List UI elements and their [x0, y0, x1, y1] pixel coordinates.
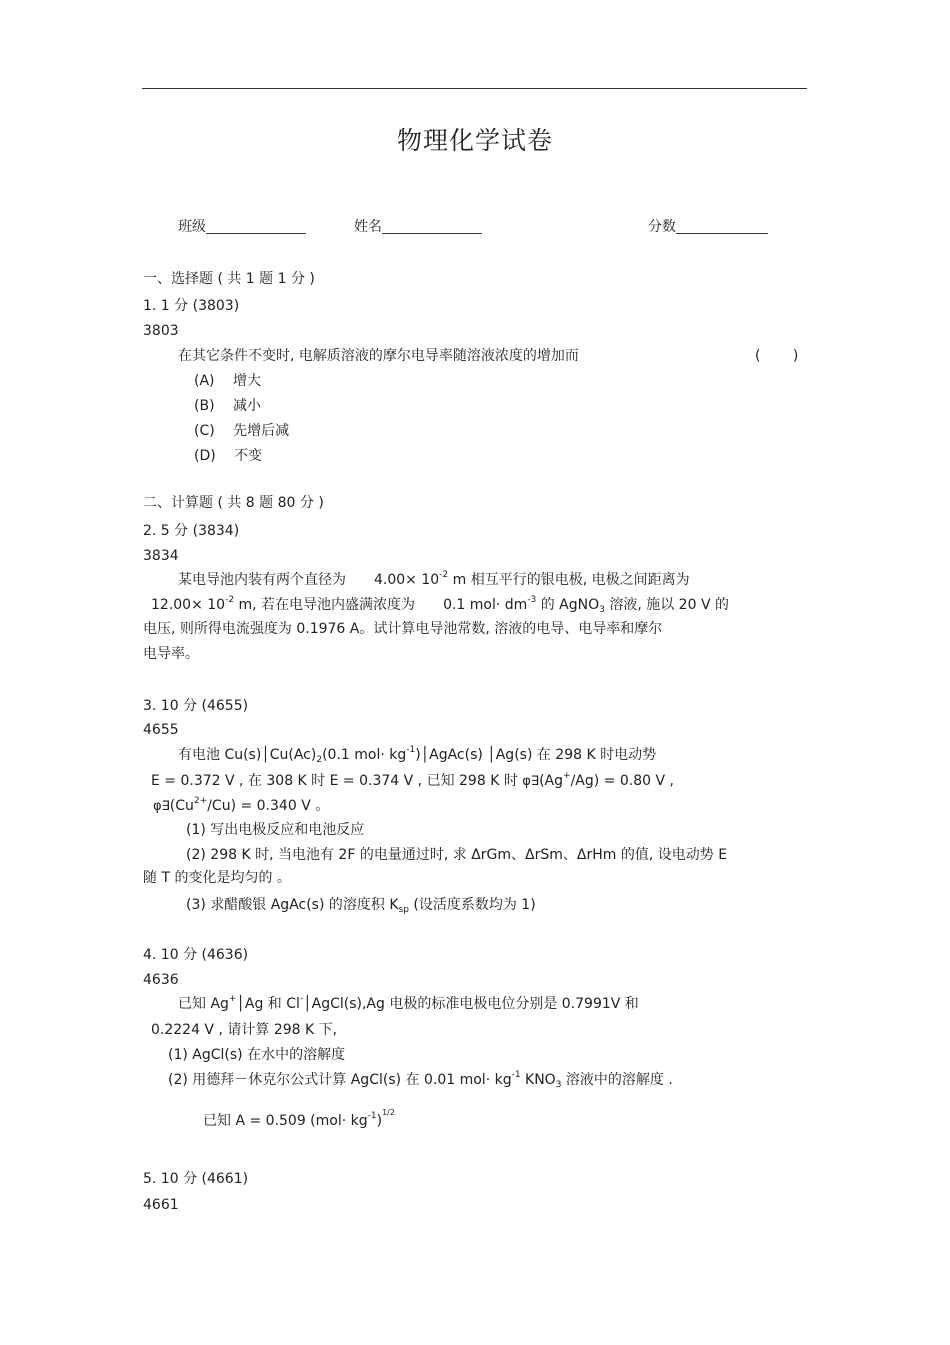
q3-code: 4655 [143, 722, 179, 738]
q3-line1 [178, 746, 656, 764]
exponent: -2 [439, 570, 449, 580]
q2-line2 [151, 596, 729, 614]
q3-item2 [186, 846, 727, 864]
class-blank[interactable] [206, 219, 306, 234]
text: m, 若在电导池内盛满浓度为 [234, 597, 416, 613]
text: 12.00× 10 [151, 597, 226, 613]
q2-line4: 电导率。 [143, 646, 199, 662]
q4-head: 4. 10 分 (4636) [143, 947, 249, 963]
text: 已知 A = 0.509 (mol· kg [203, 1113, 368, 1129]
q3-item2-cont: 随 T 的变化是均匀的 。 [143, 870, 291, 886]
text: E = 0.372 V , 在 308 K 时 E = 0.374 V , 已知 298 K 时 [151, 773, 518, 789]
q4-line1 [178, 995, 639, 1013]
text: 溶液中的溶解度 . [561, 1072, 673, 1088]
q2-head: 2. 5 分 (3834) [143, 523, 240, 539]
text: 的值, 设电动势 E [616, 847, 728, 863]
exponent: 2+ [193, 796, 208, 806]
text: 溶液, 施以 20 V 的 [604, 597, 729, 613]
q2-line1 [178, 571, 690, 589]
class-label: 班级 [178, 219, 206, 235]
q1-answer-paren: ( ) [755, 348, 799, 364]
text: (2) 用德拜－休克尔公式计算 AgCl(s) 在 0.01 mol· kg [168, 1072, 512, 1088]
option-label: (D) [194, 448, 216, 464]
page-title: 物理化学试卷 [396, 126, 553, 155]
subscript: 2 [316, 755, 323, 765]
exponent: -3 [527, 595, 537, 605]
text: 的 AgNO [536, 597, 600, 613]
q1-stem: 在其它条件不变时, 电解质溶液的摩尔电导率随溶液浓度的增加而 [178, 348, 579, 364]
text: (Cu [169, 798, 194, 814]
exponent: + [228, 994, 237, 1004]
text: 某电导池内装有两个直径为 [178, 572, 346, 588]
q3-line2 [151, 772, 674, 791]
standard-potential-symbol: φ∃ [153, 799, 170, 814]
q1-option-c[interactable] [194, 422, 289, 440]
name-label: 姓名 [354, 219, 382, 235]
text: )│AgAc(s) │Ag(s) 在 298 K 时电动势 [415, 747, 657, 763]
text: (0.1 mol· kg [322, 747, 407, 763]
score-blank[interactable] [676, 219, 768, 234]
text: 0.1 mol· dm [443, 597, 528, 613]
standard-potential-symbol: φ∃ [522, 774, 540, 789]
option-text: 增大 [232, 373, 261, 389]
section1-heading: 一、选择题 ( 共 1 题 1 分 ) [143, 271, 315, 287]
option-label: (A) [194, 373, 215, 389]
q2-code: 3834 [143, 548, 179, 564]
q3-item1: (1) 写出电极反应和电池反应 [186, 822, 365, 838]
text: 4.00× 10 [374, 572, 440, 588]
option-label: (C) [194, 423, 215, 439]
text: (设活度系数均为 1) [408, 897, 536, 913]
option-text: 不变 [234, 448, 263, 464]
q1-code: 3803 [143, 323, 179, 339]
exponent: -1 [511, 1070, 521, 1080]
q4-known [203, 1108, 395, 1130]
q5-code: 4661 [143, 1197, 179, 1213]
q3-head: 3. 10 分 (4655) [143, 698, 249, 714]
score-label: 分数 [648, 219, 676, 235]
q3-line3 [153, 797, 329, 816]
exponent: -1 [406, 745, 416, 755]
text: (Ag [539, 773, 564, 789]
class-field [178, 218, 306, 236]
text: 已知 Ag [178, 996, 229, 1012]
q1-head: 1. 1 分 (3803) [143, 298, 240, 314]
q1-option-d[interactable] [194, 447, 262, 465]
exponent: - [299, 994, 304, 1004]
text: │AgCl(s),Ag 电极的标准电极电位分别是 0.7991V 和 [303, 996, 639, 1012]
text: (2) 298 K 时, 当电池有 2F 的电量通过时, 求 [186, 847, 467, 863]
q5-head: 5. 10 分 (4661) [143, 1171, 249, 1187]
text: m 相互平行的银电极, 电极之间距离为 [448, 572, 690, 588]
top-rule [142, 88, 807, 89]
name-field [354, 218, 482, 236]
subscript: 3 [555, 1080, 562, 1090]
q4-item1: (1) AgCl(s) 在水中的溶解度 [168, 1047, 346, 1063]
score-field [648, 218, 768, 236]
thermo-quantities: ΔrGm、ΔrSm、ΔrHm [471, 847, 617, 863]
exponent: -2 [225, 595, 235, 605]
q4-code: 4636 [143, 972, 179, 988]
option-text: 先增后减 [233, 423, 290, 439]
exponent: -1 [367, 1111, 377, 1121]
q1-option-a[interactable] [194, 372, 261, 390]
section2-heading: 二、计算题 ( 共 8 题 80 分 ) [143, 495, 324, 511]
q2-line3: 电压, 则所得电流强度为 0.1976 A。试计算电导池常数, 溶液的电导、电导率和摩尔 [143, 621, 663, 637]
text: 有电池 Cu(s)│Cu(Ac) [178, 747, 317, 763]
q4-line2: 0.2224 V , 请计算 298 K 下, [151, 1022, 338, 1038]
q1-option-b[interactable] [194, 397, 261, 415]
name-blank[interactable] [382, 219, 482, 234]
subscript: sp [398, 905, 409, 915]
option-text: 减小 [232, 398, 261, 414]
q3-item3 [186, 896, 536, 914]
text: /Ag) = 0.80 V , [570, 773, 674, 789]
text: ) [376, 1113, 383, 1129]
q4-item2 [168, 1071, 673, 1089]
subscript: 3 [599, 605, 605, 615]
power-exponent: 1/2 [382, 1108, 395, 1117]
exponent: + [563, 771, 571, 781]
text: │Ag 和 Cl [236, 996, 300, 1012]
text: KNO [520, 1072, 556, 1088]
text: (3) 求醋酸银 AgAc(s) 的溶度积 K [186, 897, 399, 913]
option-label: (B) [194, 398, 215, 414]
text: /Cu) = 0.340 V 。 [207, 798, 330, 814]
